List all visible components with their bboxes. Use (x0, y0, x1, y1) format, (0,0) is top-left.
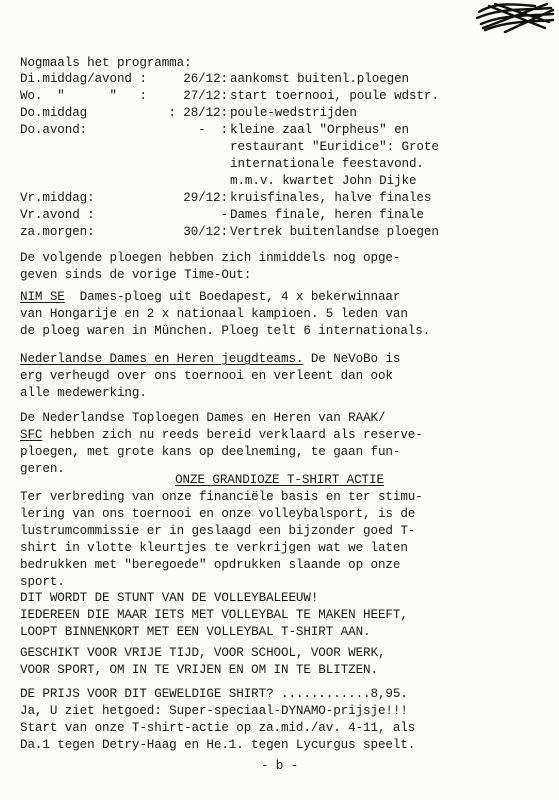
caps2-line-2: VOOR SPORT, OM IN TE VRIJEN EN OM IN TE BLITZEN. (20, 663, 378, 677)
raak-line-1: De Nederlandse Toploegen Dames en Heren van RAAK/ (20, 411, 386, 425)
sfc-label: SFC (20, 428, 43, 442)
schedule-event: restaurant "Euridice": Grote (230, 140, 439, 154)
schedule-row (20, 122, 550, 139)
schedule-event: kleine zaal "Orpheus" en (230, 123, 409, 137)
schedule-event: Vertrek buitenlandse ploegen (230, 225, 439, 239)
tshirt-body-3: lustrumcommissie er in geslaagd een bijzonder goed T- (20, 524, 416, 538)
schedule-row (20, 88, 550, 105)
schedule-day: Do.middag (20, 106, 88, 120)
tshirt-body-6: sport. (20, 575, 65, 589)
schedule-event: internationale feestavond. (230, 157, 424, 171)
intro-line-1: De volgende ploegen hebben zich inmiddels nog opge- (20, 251, 401, 265)
schedule-day: Do.avond: (20, 123, 88, 137)
caps1-line-3: LOOPT BINNENKORT MET EEN VOLLEYBAL T-SHIRT AAN. (20, 625, 371, 639)
schedule-day: Vr.middag: (20, 191, 95, 205)
schedule-row (20, 71, 550, 88)
schedule-event: poule-wedstrijden (230, 106, 357, 120)
nimse-line-3: de ploeg waren in München. Ploeg telt 6 internationals. (20, 324, 431, 338)
caps1-line-1: DIT WORDT DE STUNT VAN DE VOLLEYBALEEUW! (20, 591, 319, 605)
nimse-title: NIM SE (20, 290, 65, 304)
schedule-row (20, 173, 550, 190)
jeugd-title: Nederlandse Dames en Heren jeugdteams. (20, 352, 304, 366)
schedule-row (20, 156, 550, 173)
schedule-date: 29/12: (183, 191, 228, 205)
closing-line-1: Ja, U ziet hetgoed: Super-speciaal-DYNAMO-prijsje!!! (20, 704, 408, 718)
schedule-date: : 28/12: (168, 106, 228, 120)
page-number: - b - (260, 759, 299, 773)
scribble-mark (475, 0, 555, 34)
intro-line-2: geven sinds de vorige Time-Out: (20, 268, 252, 282)
schedule-day: za.morgen: (20, 225, 95, 239)
tshirt-body-4: shirt in vlotte kleurtjes te verkrijgen wat we laten (20, 541, 408, 555)
schedule-event: start toernooi, poule wdstr. (230, 89, 439, 103)
caps2-line-1: GESCHIKT VOOR VRIJE TIJD, VOOR SCHOOL, VOOR WERK, (20, 646, 386, 660)
schedule-row (20, 224, 550, 241)
schedule-day: Wo. " " : (20, 89, 147, 103)
schedule-date: 27/12: (183, 89, 228, 103)
schedule-date: - (220, 208, 228, 222)
schedule-date: 26/12: (183, 72, 228, 86)
schedule-row (20, 207, 550, 224)
schedule-event: Dames finale, heren finale (230, 208, 424, 222)
nimse-line-1: NIM SE Dames-ploeg uit Boedapest, 4 x bekerwinnaar (20, 290, 401, 304)
raak-line-2: SFC hebben zich nu reeds bereid verklaard als reserve- (20, 428, 423, 442)
jeugd-line-3: alle medewerking. (20, 386, 147, 400)
schedule-event: kruisfinales, halve finales (230, 191, 432, 205)
jeugd-line-2: erg verheugd over ons toernooi en verleent dan ook (20, 369, 393, 383)
tshirt-body-5: bedrukken met "beregoede" opdrukken slaande op onze (20, 558, 401, 572)
tshirt-body-1: Ter verbreding van onze financiële basis en ter stimu- (20, 490, 423, 504)
schedule-day: Vr.avond : (20, 208, 95, 222)
tshirt-title: ONZE GRANDIOZE T-SHIRT ACTIE (175, 473, 384, 487)
price-line: DE PRIJS VOOR DIT GEWELDIGE SHIRT? ............8,95. (20, 687, 408, 701)
schedule-event: aankomst buitenl.ploegen (230, 72, 409, 86)
tshirt-body-2: lering van ons toernooi en onze volleybalsport, is de (20, 507, 416, 521)
raak-line-3: ploegen, met grote kans op deelneming, te gaan fun- (20, 445, 401, 459)
schedule-row (20, 105, 550, 122)
schedule-day: Di.middag/avond : (20, 72, 147, 86)
schedule-date: 30/12: (183, 225, 228, 239)
closing-line-2: Start van onze T-shirt-actie op za.mid./av. 4-11, als (20, 721, 416, 735)
nimse-line-2: van Hongarije en 2 x nationaal kampioen. 5 leden van (20, 307, 408, 321)
raak-line-4: geren. (20, 462, 65, 476)
tshirt-title-row (0, 472, 559, 489)
schedule-row (20, 190, 550, 207)
schedule-event: m.m.v. kwartet John Dijke (230, 174, 417, 188)
jeugd-line-1: Nederlandse Dames en Heren jeugdteams. De NeVoBo is (20, 352, 401, 366)
schedule-row (20, 139, 550, 156)
closing-line-3: Da.1 tegen Detry-Haag en He.1. tegen Lycurgus speelt. (20, 738, 416, 752)
schedule-date: - : (198, 123, 228, 137)
caps1-line-2: IEDEREEN DIE MAAR IETS MET VOLLEYBAL TE MAKEN HEEFT, (20, 608, 408, 622)
program-heading: Nogmaals het programma: (20, 56, 192, 70)
